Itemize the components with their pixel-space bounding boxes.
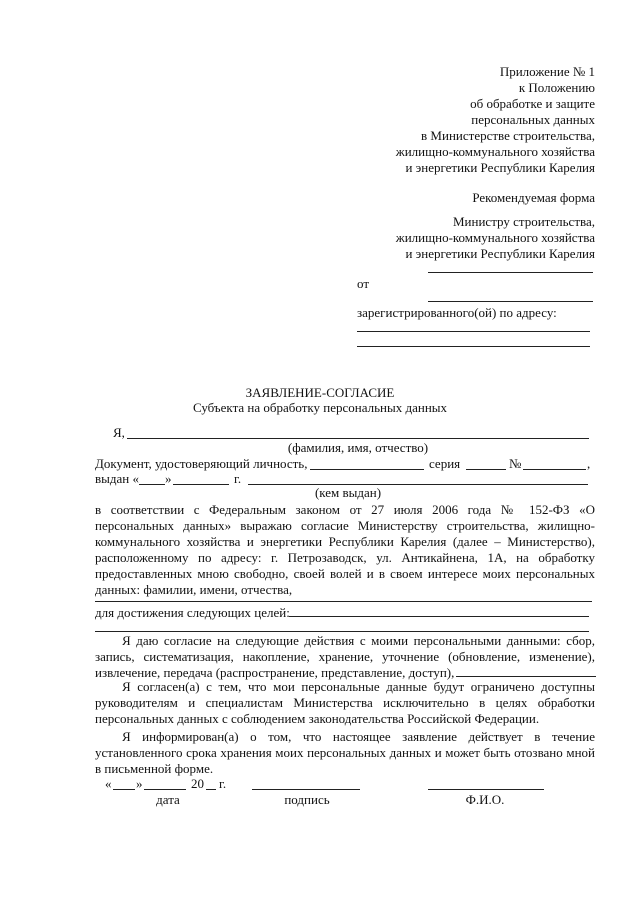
id-document-label: Документ, удостоверяющий личность,: [95, 456, 308, 471]
fio-caption-bottom: Ф.И.О.: [465, 792, 505, 807]
appendix-line: жилищно-коммунального хозяйства: [395, 144, 595, 159]
document-title: ЗАЯВЛЕНИЕ-СОГЛАСИЕ: [245, 385, 395, 400]
purposes-field[interactable]: [289, 616, 589, 617]
issued-day-field[interactable]: [139, 484, 165, 485]
date-day-field[interactable]: [113, 789, 135, 790]
access-paragraph: Я согласен(а) с тем, что мои персональные данные будут ограничено доступны руководителям и специалистам Министерства исключительно в целях обработки персональных данных с соблюдением законодательства Российской Федерации.: [95, 679, 595, 726]
document-subtitle: Субъекта на обработку персональных данных: [192, 400, 448, 415]
fio-caption: (фамилия, имя, отчество): [287, 440, 429, 455]
from-label: от: [357, 276, 370, 291]
informed-paragraph: Я информирован(а) о том, что настоящее заявление действует в течение установленного срока хранения моих персональных данных и может быть отозвано мной в письменной форме.: [95, 729, 595, 776]
address-field[interactable]: [357, 346, 590, 347]
issued-by-caption: (кем выдан): [314, 485, 382, 500]
fio-signature-field[interactable]: [428, 789, 544, 790]
signature-caption: подпись: [284, 792, 330, 807]
registered-address-label: зарегистрированного(ой) по адресу:: [357, 305, 557, 320]
addressee-line: Министру строительства,: [453, 214, 595, 229]
actions-paragraph: [95, 633, 595, 681]
from-name-field[interactable]: [428, 301, 593, 302]
purposes-label: для достижения следующих целей:: [95, 605, 290, 620]
addressee-line: жилищно-коммунального хозяйства: [395, 230, 595, 245]
year-field[interactable]: [206, 789, 216, 790]
actions-field[interactable]: [456, 676, 596, 677]
appendix-line: к Положению: [518, 80, 595, 95]
issued-quote-close: »: [165, 471, 172, 486]
appendix-line: об обработке и защите: [470, 96, 595, 111]
actions-text: Я даю согласие на следующие действия с моими персональными данными: сбор, запись, систематизация, накопление, хранение, уточнение (обновление, изменение), извлечение, передача (распространение, представление, доступ),: [95, 633, 595, 680]
number-field[interactable]: [523, 469, 586, 470]
issued-label: выдан «: [95, 471, 139, 486]
series-label: серия: [429, 456, 461, 471]
date-quote-close: »: [136, 776, 143, 791]
personal-data-field[interactable]: [95, 601, 592, 602]
date-caption: дата: [156, 792, 180, 807]
appendix-line: в Министерстве строительства,: [421, 128, 595, 143]
number-label: №: [509, 456, 522, 471]
signature-field[interactable]: [252, 789, 360, 790]
year-prefix: 20: [191, 776, 204, 791]
issued-month-field[interactable]: [173, 484, 229, 485]
date-month-field[interactable]: [144, 789, 186, 790]
year-label: г.: [234, 471, 242, 486]
consent-paragraph: в соответствии с Федеральным законом от 27 июля 2006 года № 152-ФЗ «О персональных данных» выражаю согласие Министерству строительства, жилищно-коммунального хозяйства и энергетики Республики Карелия (далее – Министерство), расположенному по адресу: г. Петрозаводск, ул. Антикайнена, 1А, на обработку предоставленных мною свободно, своей волей и в своем интересе моих персональных данных: фамилии, имени, отчества,: [95, 502, 595, 597]
appendix-line: Приложение № 1: [499, 64, 595, 79]
date-quote-open: «: [105, 776, 112, 791]
fio-field[interactable]: [127, 438, 589, 439]
purposes-field[interactable]: [95, 631, 589, 632]
year-suffix: г.: [219, 776, 227, 791]
address-field[interactable]: [357, 331, 590, 332]
id-document-field[interactable]: [310, 469, 424, 470]
appendix-line: персональных данных: [471, 112, 595, 127]
addressee-line: и энергетики Республики Карелия: [405, 246, 595, 261]
recommended-form-label: Рекомендуемая форма: [472, 190, 595, 205]
appendix-line: и энергетики Республики Карелия: [405, 160, 595, 175]
document-page: Приложение № 1 к Положению об обработке и защите персональных данных в Министерстве строительства, жилищно-коммунального хозяйства и энергетики Республики Карелия Рекомендуемая форма Министру строительства, жилищно-коммунального хозяйства и энергетики Республики Карелия от зарегистрированного(ой) по адресу: ЗАЯВЛЕНИЕ-СОГЛАСИЕ Субъекта на обработку персональных данных Я, (фамилия, имя, отчество) Документ, удостоверяющий личность, серия № , выдан « » г. (кем выдан) в соответствии с Федеральным законом от 27 июля 2006 года № 152-ФЗ «О персональных данных» выражаю согласие Министерству строительства, жилищно-коммунального хозяйства и энергетики Республики Карелия (далее – Министерство), расположенному по адресу: г. Петрозаводск, ул. Антикайнена, 1А, на обработку предоставленных мною свободно, своей волей и в своем интересе моих персональных данных: фамилии, имени, отчества, для достижения следующих целей: Я даю согласие на следующие действия с моими персональными данными: сбор, запись, систематизация, накопление, хранение, уточнение (обновление, изменение), извлечение, передача (распространение, представление, доступ), Я согласен(а) с тем, что мои персональные данные будут ограничено доступны руководителям и специалистам Министерства исключительно в целях обработки персональных данных с соблюдением законодательства Российской Федерации. Я информирован(а) о том, что настоящее заявление действует в течение установленного срока хранения моих персональных данных и может быть отозвано мной в письменной форме. « » 20 г. дата подпись Ф.И.О.: [0, 0, 640, 905]
blank-line: [428, 272, 593, 273]
series-field[interactable]: [466, 469, 506, 470]
i-label: Я,: [113, 425, 125, 440]
